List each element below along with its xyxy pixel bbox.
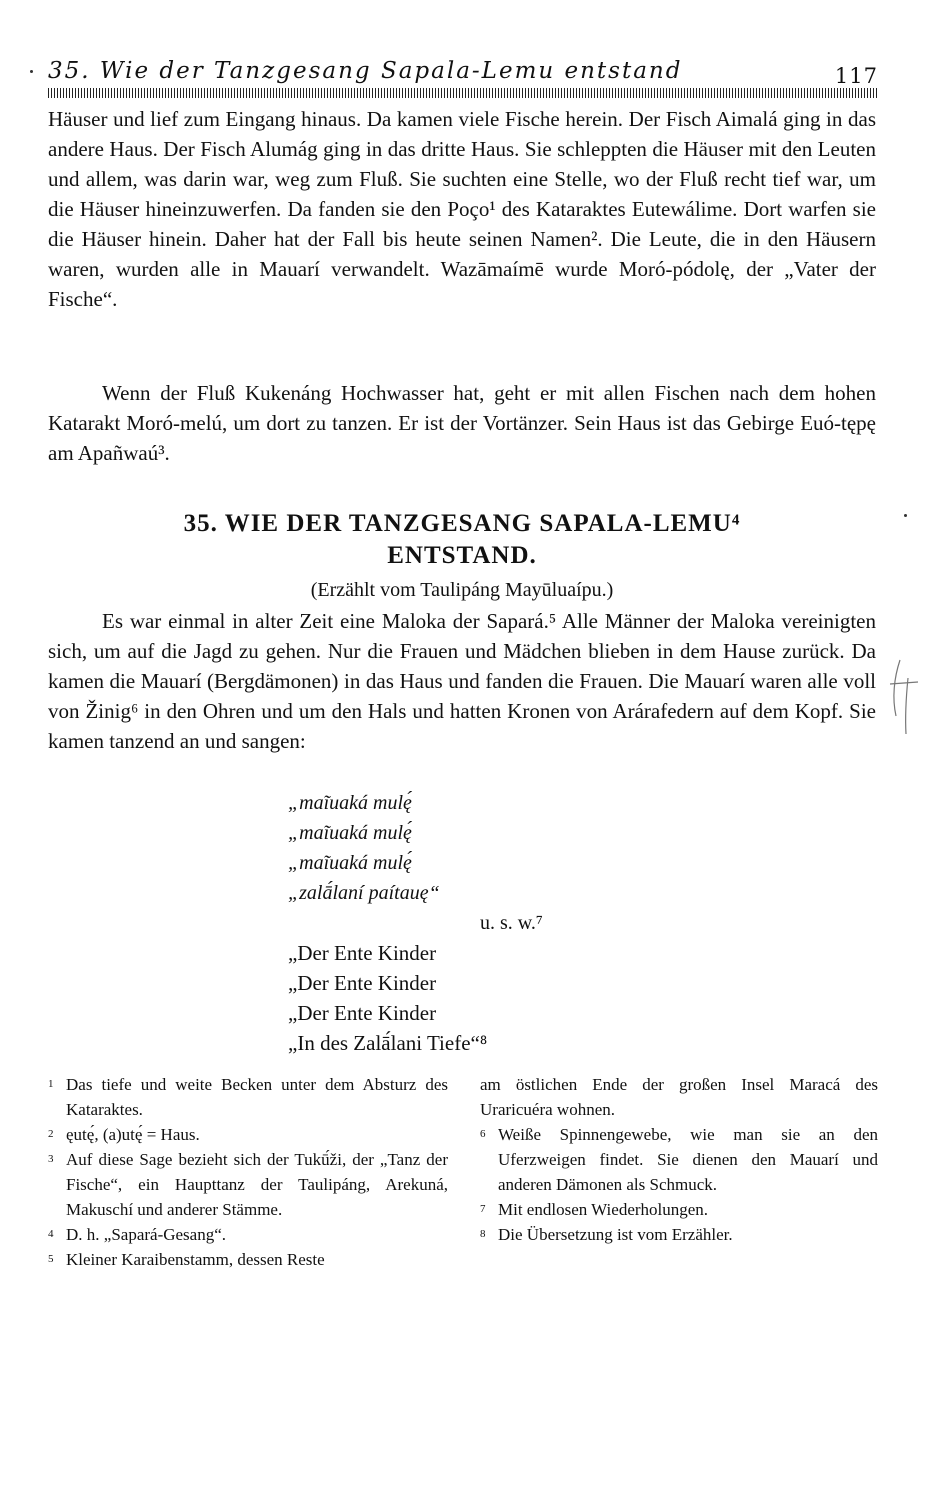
footnote-8: [480, 1222, 878, 1247]
running-title: 35. Wie der Tanzgesang Sapala-Lemu entstand: [48, 58, 683, 84]
song-translation: [288, 938, 608, 1058]
footnote-number: 2: [48, 1128, 54, 1140]
footnote-4: [48, 1222, 448, 1247]
paragraph-story: Es war einmal in alter Zeit eine Maloka der Sapará.⁵ Alle Männer der Maloka vereinigten sich, um auf die Jagd zu gehen. Nur die Frauen und Mädchen blieben in dem Hause zurück. Da kamen die Mauarí (Bergdämonen) in das Haus und fanden die Frauen. Die Mauarí waren alle voll von Žinig⁶ in den Ohren und um den Hals und hatten Kronen von Arárafedern auf dem Kopf. Sie kamen tanzend an und sangen:: [48, 609, 876, 753]
footnote-number: 7: [480, 1203, 486, 1215]
section-title-line-2: ENTSTAND.: [387, 542, 537, 569]
footnote-text: am östlichen Ende der großen Insel Maracá des Uraricuéra wohnen.: [480, 1075, 878, 1119]
running-head: [48, 58, 878, 100]
footnote-5: [48, 1247, 448, 1272]
song-original: [288, 788, 608, 938]
song-line: „maĩuaká mulę́: [288, 822, 412, 844]
translation-line: „In des Zalā́lani Tiefe“⁸: [288, 1031, 488, 1055]
pencil-margin-mark: [878, 658, 928, 738]
translation-line: „Der Ente Kinder: [288, 971, 437, 995]
footnote-text: Kleiner Karaibenstamm, dessen Reste: [66, 1250, 325, 1269]
footnote-text: Auf diese Sage bezieht sich der Tukū́ži, der „Tanz der Fische“, ein Haupttanz der Taulipáng, Arekuná, Makuschí und anderer Stämme.: [66, 1150, 448, 1219]
footnote-7: [480, 1197, 878, 1222]
footnote-text: Mit endlosen Wiederholungen.: [498, 1200, 709, 1219]
section-title-line-1: 35. WIE DER TANZGESANG SAPALA-LEMU⁴: [183, 510, 741, 537]
footnote-text: Weiße Spinnengewebe, wie man sie an den Uferzweigen findet. Sie dienen den Mauarí und anderen Dämonen als Schmuck.: [498, 1125, 878, 1194]
footnote-2: [48, 1122, 448, 1147]
footnote-number: 6: [480, 1128, 486, 1140]
footnotes-left-column: [48, 1072, 448, 1272]
song-usw: u. s. w.⁷: [480, 912, 543, 934]
footnote-text: Die Übersetzung ist vom Erzähler.: [498, 1225, 733, 1244]
song-line: „maĩuaká mulę́: [288, 852, 412, 874]
footnote-1: [48, 1072, 448, 1122]
stray-mark: [30, 70, 33, 73]
translation-line: „Der Ente Kinder: [288, 1001, 437, 1025]
footnote-number: 5: [48, 1253, 54, 1265]
header-rule: [48, 88, 878, 98]
footnote-6: [480, 1122, 878, 1197]
song-line: „maĩuaká mulę́: [288, 792, 412, 814]
footnote-number: 1: [48, 1078, 54, 1090]
footnote-number: 4: [48, 1228, 54, 1240]
footnote-text: Das tiefe und weite Becken unter dem Absturz des Kataraktes.: [66, 1075, 448, 1119]
section-subtitle: (Erzählt vom Taulipáng Mayūluaípu.): [310, 579, 614, 601]
footnote-text: D. h. „Sapará-Gesang“.: [66, 1225, 227, 1244]
footnotes: [48, 1072, 878, 1302]
song-line: „zalā́laní paítauę“: [288, 882, 440, 904]
footnote-number: 3: [48, 1153, 54, 1165]
footnote-number: 8: [480, 1228, 486, 1240]
translation-line: „Der Ente Kinder: [288, 941, 437, 965]
footnote-5-continued: [480, 1072, 878, 1122]
footnotes-right-column: [480, 1072, 878, 1247]
paragraph-river: Wenn der Fluß Kukenáng Hochwasser hat, geht er mit allen Fischen nach dem hohen Katarakt Moró-melú, um dort zu tanzen. Er ist der Vortänzer. Sein Haus ist das Gebirge Euó-tępę am Apañwaú³.: [48, 381, 876, 465]
footnote-3: [48, 1147, 448, 1222]
paragraph-continued: Häuser und lief zum Eingang hinaus. Da kamen viele Fische herein. Der Fisch Aimalá ging in das andere Haus. Der Fisch Alumág ging in das dritte Haus. Sie schleppten die Häuser mit den Leuten und allem, was darin war, weg zum Fluß. Sie suchten eine Stelle, wo der Fluß recht tief war, um die Häuser hineinzuwerfen. Da fanden sie den Poço¹ des Kataraktes Eutewálime. Dort warfen sie die Häuser hinein. Daher hat der Fall bis heute seinen Namen². Die Leute, die in den Häusern waren, wurden alle in Mauarí verwandelt. Wazāmaímē wurde Moró-pódolę, der „Vater der Fische“.: [48, 107, 876, 311]
stray-mark: [904, 514, 907, 517]
footnote-text: ęutę́, (a)utę́ = Haus.: [66, 1125, 200, 1144]
page-number: 117: [834, 64, 878, 88]
